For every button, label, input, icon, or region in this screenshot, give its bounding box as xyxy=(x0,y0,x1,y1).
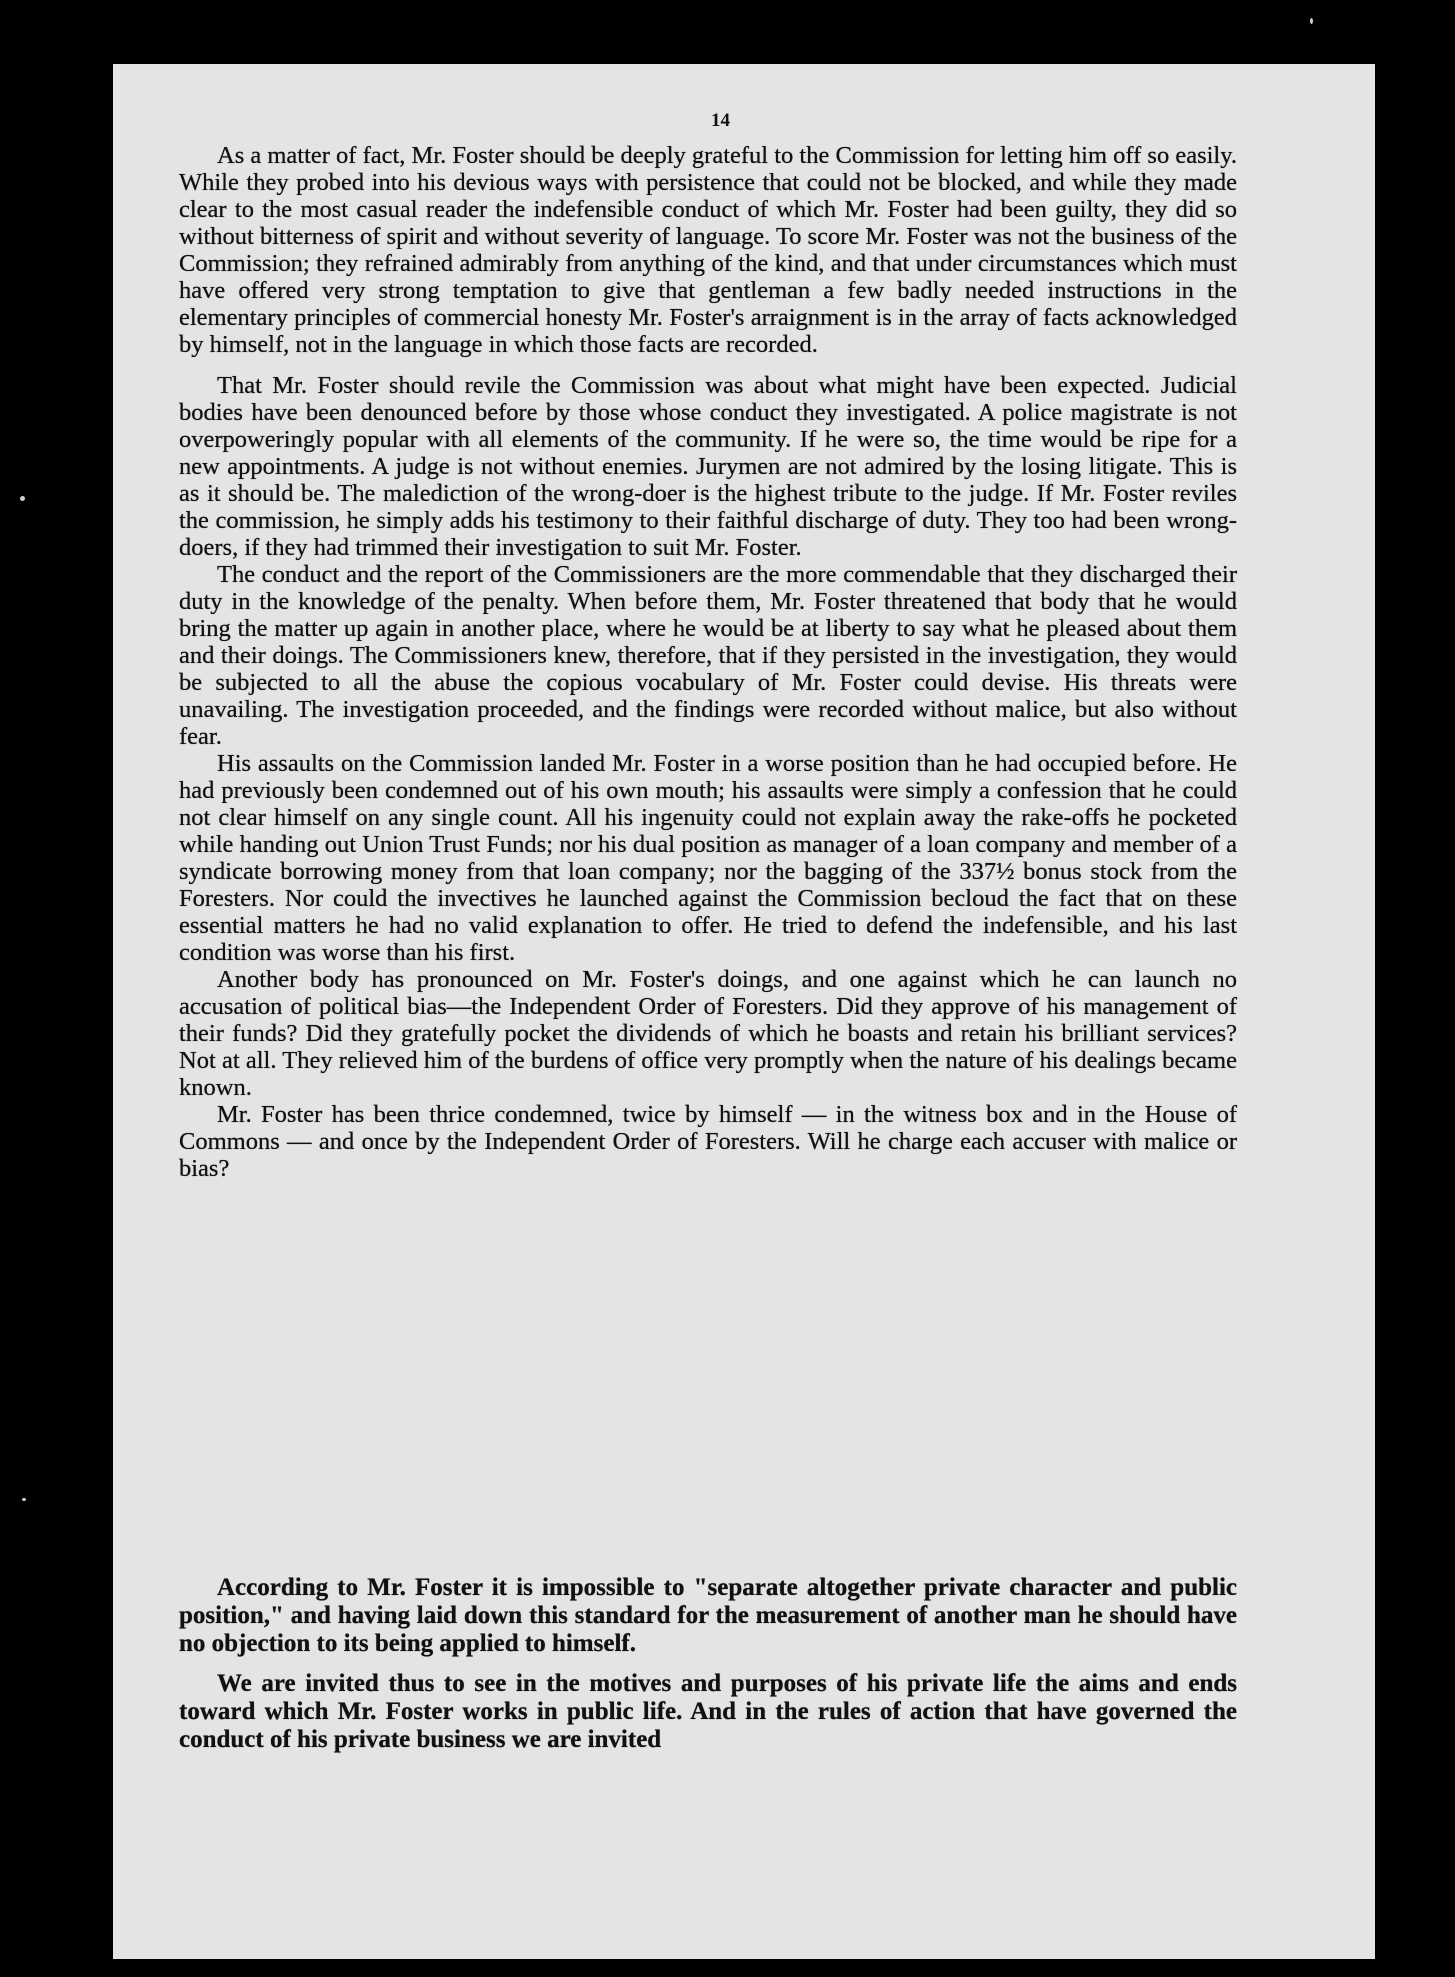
main-text-section xyxy=(179,142,1237,1182)
scanned-page xyxy=(113,64,1375,1959)
paragraph: Another body has pronounced on Mr. Foster's doings, and one against which he can launch no accusation of political bias—the Independent Order of Foresters. Did they approve of his management of their funds? Did they gratefully pocket the dividends of which he boasts and retain his brilliant services? Not at all. They relieved him of the burdens of office very promptly when the nature of his dealings became known. xyxy=(179,966,1237,1101)
page-number: 14 xyxy=(711,110,730,131)
scan-speck xyxy=(1310,18,1313,24)
paragraph: We are invited thus to see in the motives and purposes of his private life the aims and ends toward which Mr. Foster works in public life. And in the rules of action that have governed the conduct of his private business we are invited xyxy=(179,1670,1237,1753)
paragraph: As a matter of fact, Mr. Foster should be deeply grateful to the Commission for letting him off so easily. While they probed into his devious ways with persistence that could not be blocked, and while they made clear to the most casual reader the indefensible conduct of which Mr. Foster had been guilty, they did so without bitterness of spirit and without severity of language. To score Mr. Foster was not the business of the Commission; they refrained admirably from anything of the kind, and that under circumstances which must have offered very strong temptation to give that gentleman a few badly needed instructions in the elementary principles of commercial honesty Mr. Foster's arraignment is in the array of facts acknowledged by himself, not in the language in which those facts are recorded. xyxy=(179,142,1237,358)
paragraph: The conduct and the report of the Commissioners are the more commendable that they discharged their duty in the knowledge of the penalty. When before them, Mr. Foster threatened that body that he would bring the matter up again in another place, where he would be at liberty to say what he pleased about them and their doings. The Commissioners knew, therefore, that if they persisted in the investigation, they would be subjected to all the abuse the copious vocabulary of Mr. Foster could devise. His threats were unavailing. The investigation proceeded, and the findings were recorded without malice, but also without fear. xyxy=(179,561,1237,750)
scan-speck xyxy=(20,496,25,501)
paragraph: According to Mr. Foster it is impossible to "separate altogether private character and public position," and having laid down this standard for the measurement of another man he should have no objection to its being applied to himself. xyxy=(179,1574,1237,1657)
paragraph: His assaults on the Commission landed Mr. Foster in a worse position than he had occupied before. He had previously been condemned out of his own mouth; his assaults were simply a confession that he could not clear himself on any single count. All his ingenuity could not explain away the rake-offs he pocketed while handing out Union Trust Funds; nor his dual position as manager of a loan company and member of a syndicate borrowing money from that loan company; nor the bagging of the 337½ bonus stock from the Foresters. Nor could the invectives he launched against the Commission becloud the fact that on these essential matters he had no valid explanation to offer. He tried to defend the indefensible, and his last condition was worse than his first. xyxy=(179,750,1237,966)
paragraph: Mr. Foster has been thrice condemned, twice by himself — in the witness box and in the House of Commons — and once by the Independent Order of Foresters. Will he charge each accuser with malice or bias? xyxy=(179,1101,1237,1182)
paragraph: That Mr. Foster should revile the Commission was about what might have been expected. Judicial bodies have been denounced before by those whose conduct they investigated. A police magistrate is not overpoweringly popular with all elements of the community. If he were so, the time would be ripe for a new appointments. A judge is not without enemies. Jurymen are not admired by the losing litigate. This is as it should be. The malediction of the wrong-doer is the highest tribute to the judge. If Mr. Foster reviles the commission, he simply adds his testimony to their faithful discharge of duty. They too had been wrong-doers, if they had trimmed their investigation to suit Mr. Foster. xyxy=(179,372,1237,561)
second-text-section xyxy=(179,1574,1237,1754)
scan-speck xyxy=(22,1498,26,1501)
